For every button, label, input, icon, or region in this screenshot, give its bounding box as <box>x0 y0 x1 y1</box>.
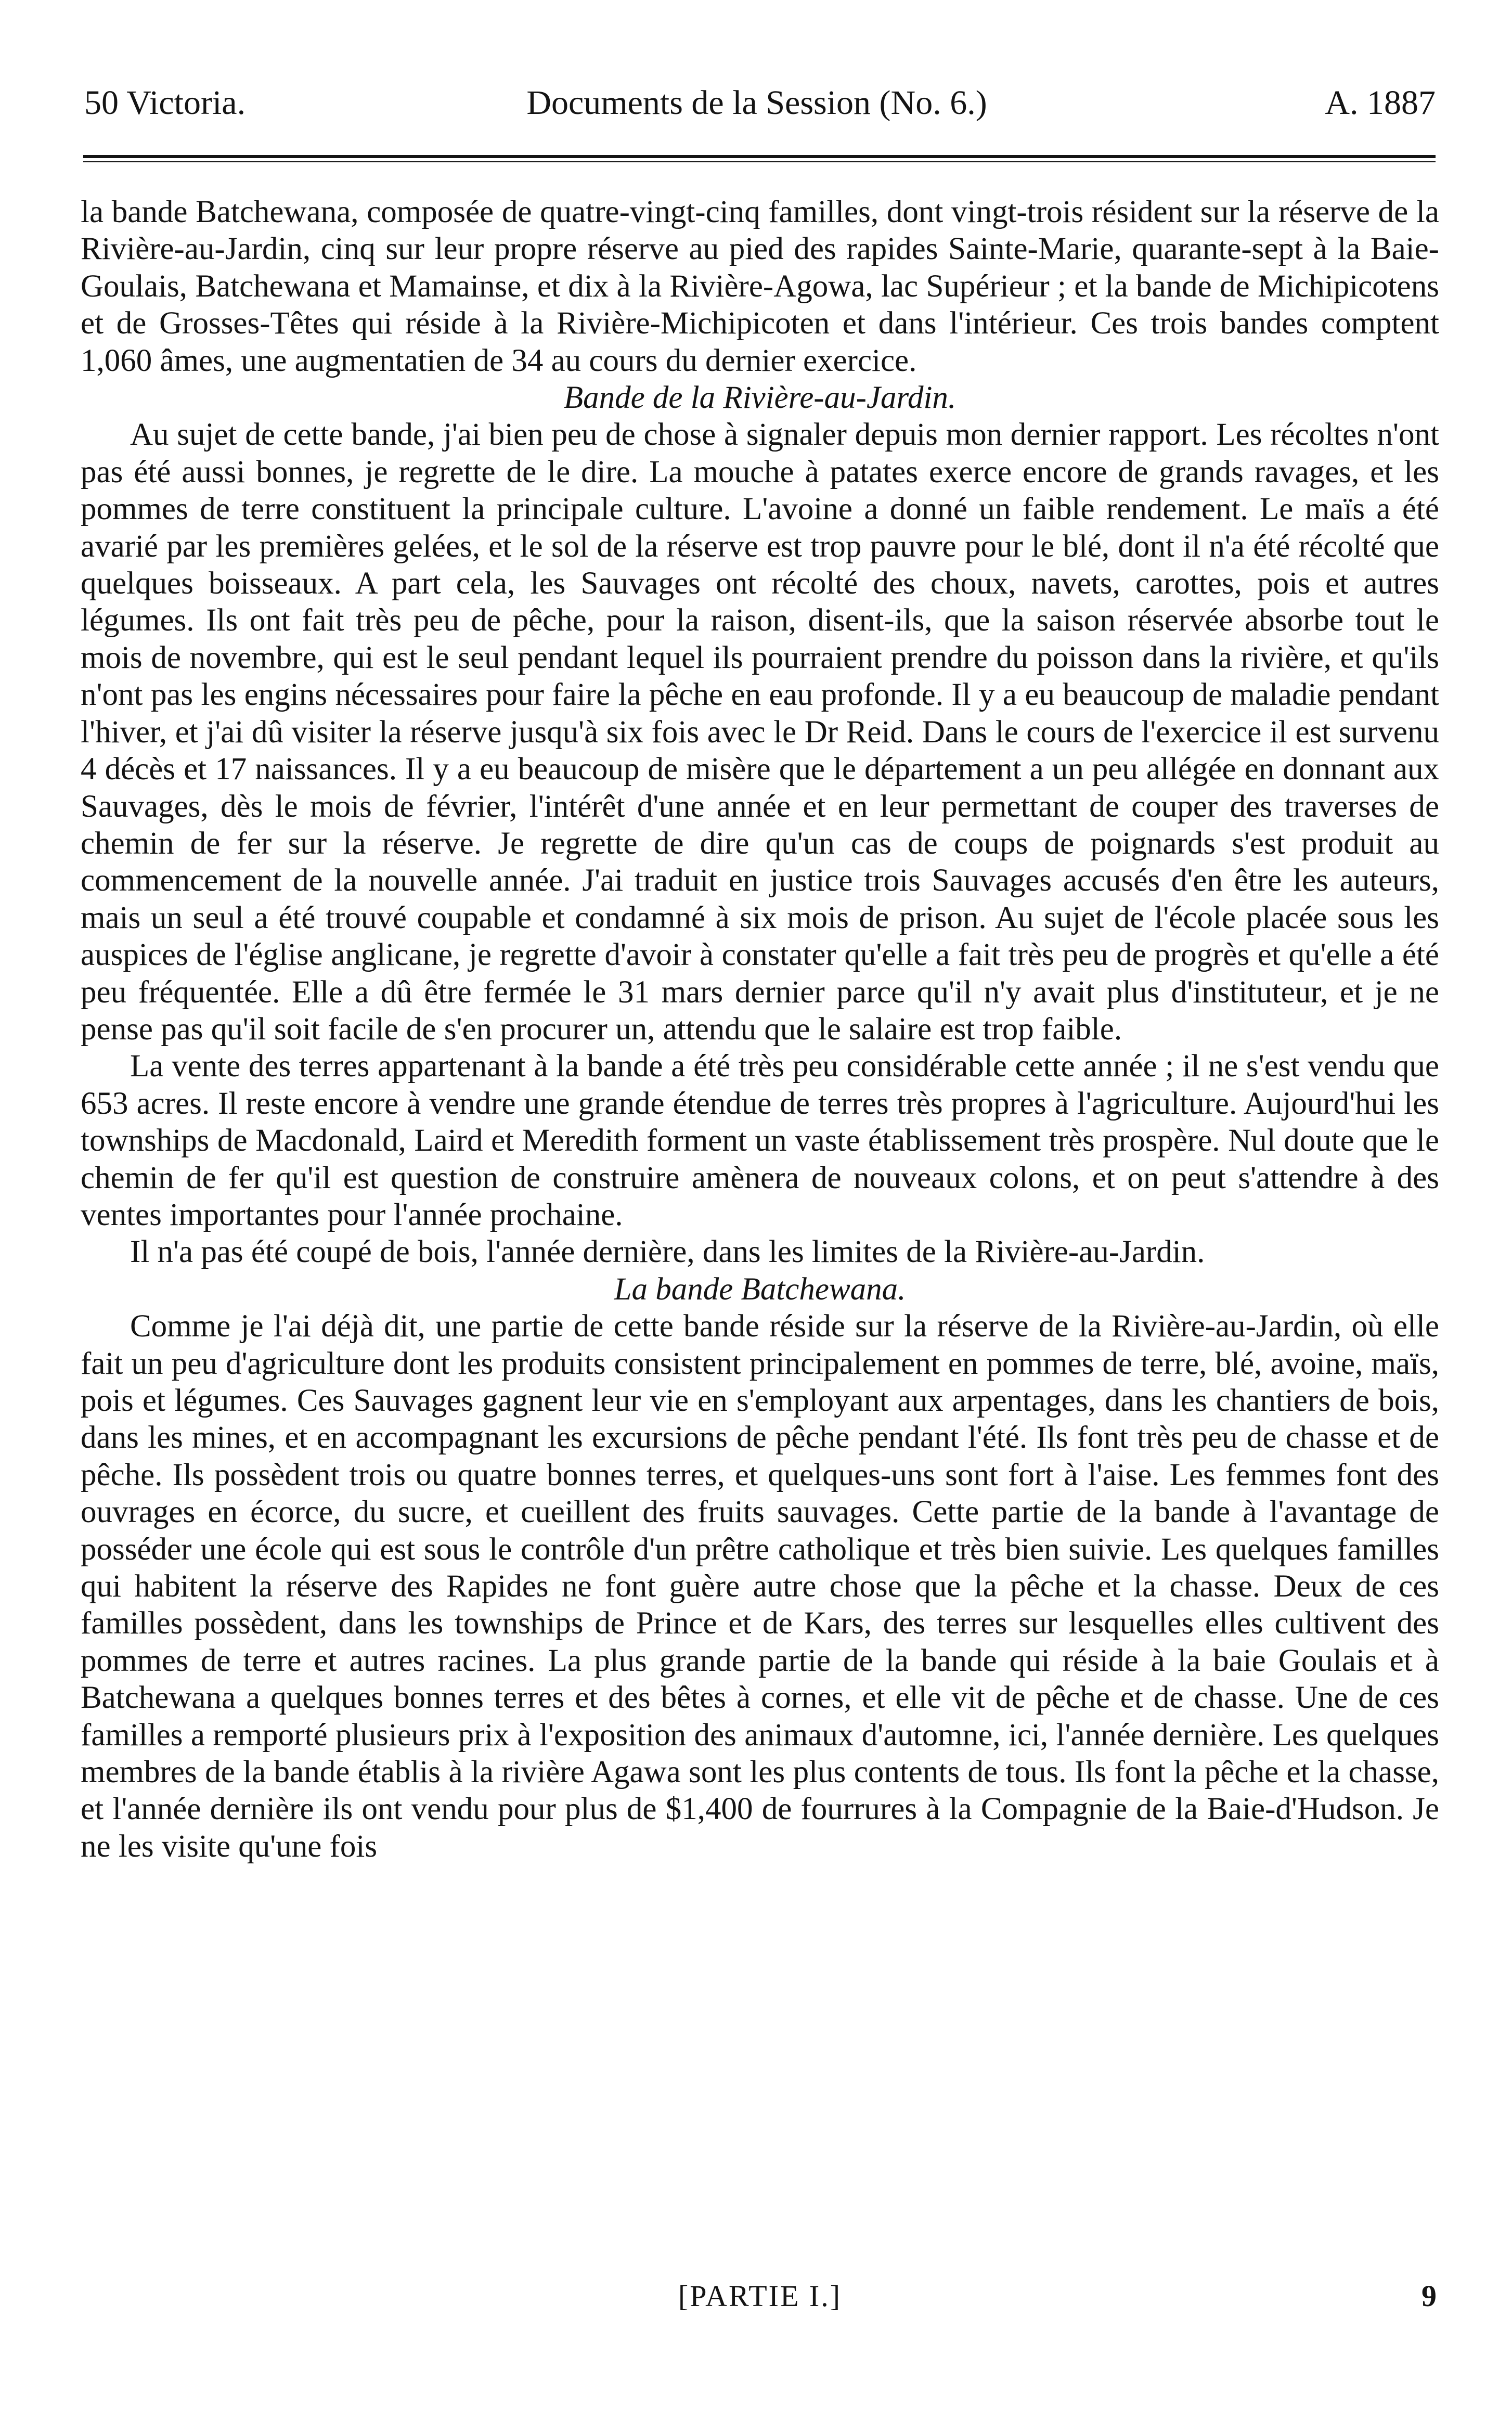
paragraph-land-sales: La vente des terres appartenant à la bande a été très peu considérable cette année ; il ne s'est vendu que 653 acres. Il reste encore à vendre une grande étendue de terres très propres à l'agriculture. Aujourd'hui les townships de Macdonald, Laird et Meredith forment un vaste établissement très prospère. Nul doute que le chemin de fer qu'il est question de construire amènera de nouveaux colons, et on peut s'attendre à des ventes importantes pour l'année prochaine. <box>81 1049 1439 1232</box>
footer-part-label: [PARTIE I.] <box>678 2279 842 2313</box>
header-document-title: Documents de la Session (No. 6.) <box>526 84 987 122</box>
header-session-year: 50 Victoria. <box>84 84 246 122</box>
page-body <box>81 194 1439 1865</box>
page-header <box>78 78 1436 135</box>
section-heading-riviere-au-jardin: Bande de la Rivière-au-Jardin. <box>563 380 957 416</box>
paragraph-riviere-au-jardin: Au sujet de cette bande, j'ai bien peu de chose à signaler depuis mon dernier rapport. Les récoltes n'ont pas été aussi bonnes, je regrette de le dire. La mouche à patates exerce encore de grands ravages, et les pommes de terre constituent la principale culture. L'avoine a donné un faible rendement. Le maïs a été avarié par les premières gelées, et le sol de la réserve est trop pauvre pour le blé, dont il n'a été récolté que quelques boisseaux. A part cela, les Sauvages ont récolté des choux, navets, carottes, pois et autres légumes. Ils ont fait très peu de pêche, pour la raison, disent-ils, que la saison réservée absorbe tout le mois de novembre, qui est le seul pendant lequel ils pourraient prendre du poisson dans la rivière, et qu'ils n'ont pas les engins nécessaires pour faire la pêche en eau profonde. Il y a eu beaucoup de maladie pendant l'hiver, et j'ai dû visiter la réserve jusqu'à six fois avec le Dr Reid. Dans le cours de l'exercice il est survenu 4 décès et 17 naissances. Il y a eu beaucoup de misère que le département a un peu allégée en donnant aux Sauvages, dès le mois de février, l'intérêt d'une année et en leur permettant de couper des traverses de chemin de fer sur la réserve. Je regrette de dire qu'un cas de coups de poignards s'est produit au commencement de la nouvelle année. J'ai traduit en justice trois Sauvages accusés d'en être les auteurs, mais un seul a été trouvé coupable et condamné à six mois de prison. Au sujet de l'école placée sous les auspices de l'église anglicane, je regrette d'avoir à constater qu'elle a fait très peu de progrès et qu'elle a été peu fréquentée. Elle a dû être fermée le 31 mars dernier parce qu'il n'y avait plus d'instituteur, et je ne pense pas qu'il soit facile de s'en procurer un, attendu que le salaire est trop faible. <box>81 417 1439 1047</box>
footer-page-number: 9 <box>1421 2279 1437 2313</box>
header-year: A. 1887 <box>1325 84 1436 122</box>
paragraph-timber: Il n'a pas été coupé de bois, l'année dernière, dans les limites de la Rivière-au-Jardin. <box>130 1234 1205 1270</box>
paragraph-batchewana: Comme je l'ai déjà dit, une partie de cette bande réside sur la réserve de la Rivière-au-Jardin, où elle fait un peu d'agriculture dont les produits consistent principalement en pommes de terre, blé, avoine, maïs, pois et légumes. Ces Sauvages gagnent leur vie en s'employant aux arpentages, dans les chantiers de bois, dans les mines, et en accompagnant les excursions de pêche pendant l'été. Ils font très peu de chasse et de pêche. Ils possèdent trois ou quatre bonnes terres, et quelques-uns sont fort à l'aise. Les femmes font des ouvrages en écorce, du sucre, et cueillent des fruits sauvages. Cette partie de la bande à l'avantage de posséder une école qui est sous le contrôle d'un prêtre catholique et très bien suivie. Les quelques familles qui habitent la réserve des Rapides ne font guère autre chose que la pêche et la chasse. Deux de ces familles possèdent, dans les townships de Prince et de Kars, des terres sur lesquelles elles cultivent des pommes de terre et autres racines. La plus grande partie de la bande qui réside à la baie Goulais et à Batchewana a quelques bonnes terres et des bêtes à cornes, et elle vit de pêche et de chasse. Une de ces familles a remporté plusieurs prix à l'exposition des animaux d'automne, ici, l'année dernière. Les quelques membres de la bande établis à la rivière Agawa sont les plus contents de tous. Ils font la pêche et la chasse, et l'année dernière ils ont vendu pour plus de $1,400 de fourrures à la Compagnie de la Baie-d'Hudson. Je ne les visite qu'une fois <box>81 1309 1439 1864</box>
page-footer <box>81 2278 1439 2325</box>
header-rule-thin <box>83 161 1436 162</box>
section-heading-batchewana: La bande Batchewana. <box>614 1271 906 1307</box>
paragraph-intro: la bande Batchewana, composée de quatre-vingt-cinq familles, dont vingt-trois résident sur la réserve de la Rivière-au-Jardin, cinq sur leur propre réserve au pied des rapides Sainte-Marie, quarante-sept à la Baie-Goulais, Batchewana et Mamainse, et dix à la Rivière-Agowa, lac Supérieur ; et la bande de Michipicotens et de Grosses-Têtes qui réside à la Rivière-Michipicoten et dans l'intérieur. Ces trois bandes comptent 1,060 âmes, une augmentatien de 34 au cours du dernier exercice. <box>81 195 1439 378</box>
header-rule <box>83 155 1436 158</box>
